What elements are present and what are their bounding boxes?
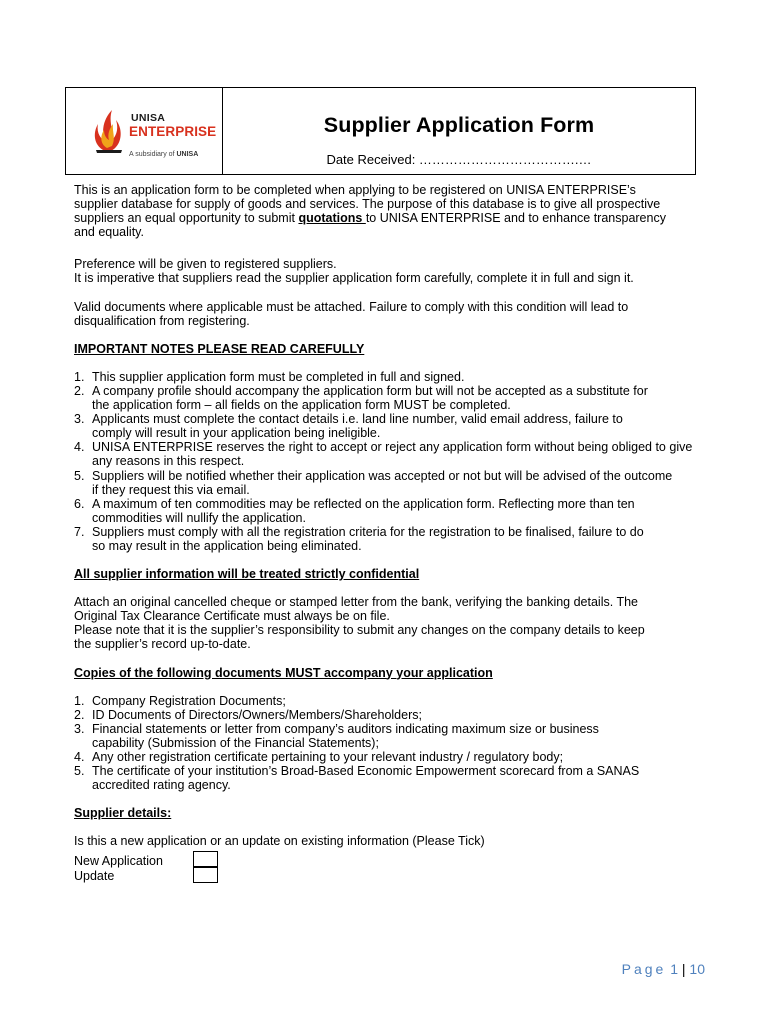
documents-list <box>74 694 719 793</box>
document-item <box>74 694 719 708</box>
form-title: Supplier Application Form <box>323 113 595 137</box>
list-item-number: 2. <box>74 707 85 722</box>
confidential-heading: All supplier information will be treated strictly confidential <box>74 567 420 582</box>
logo-subsidiary-brand: UNISA <box>176 151 199 158</box>
list-item-number: 1. <box>74 369 85 384</box>
page-label: Page <box>621 961 667 977</box>
list-item-number: 3. <box>74 412 85 427</box>
document-item <box>74 722 719 750</box>
list-item-text: ID Documents of Directors/Owners/Members/Shareholders; <box>92 707 422 722</box>
option-row-new <box>74 854 719 868</box>
list-item-text: Suppliers will be notified whether their application was accepted or not but will be advised of the outcome <box>92 468 673 483</box>
update-checkbox[interactable] <box>193 867 218 883</box>
intro-line <box>74 211 719 225</box>
option-row-update <box>74 869 719 883</box>
list-item-text: A company profile should accompany the application form but will not be accepted as a substitute for <box>92 383 648 398</box>
confidential-line: the supplier’s record up-to-date. <box>74 637 251 652</box>
logo-cell <box>66 88 223 174</box>
important-notes-heading: IMPORTANT NOTES PLEASE READ CAREFULLY <box>74 341 365 356</box>
list-item-text: Financial statements or letter from company’s auditors indicating maximum size or business <box>92 721 599 736</box>
preference-line: It is imperative that suppliers read the supplier application form carefully, complete it in full and sign it. <box>74 271 634 286</box>
document-item <box>74 750 719 764</box>
list-item-number: 6. <box>74 496 85 511</box>
note-item <box>74 370 719 384</box>
logo-text-unisa: UNISA <box>131 112 166 124</box>
list-item-continuation: comply will result in your application being ineligible. <box>92 426 381 441</box>
intro-text: to UNISA ENTERPRISE and to enhance transparency <box>365 211 666 226</box>
note-item <box>74 384 719 412</box>
list-item-text: Suppliers must comply with all the registration criteria for the registration to be finalised, failure to do <box>92 524 644 539</box>
confidential-line: Please note that it is the supplier’s responsibility to submit any changes on the company details to keep <box>74 623 645 638</box>
confidential-line: Original Tax Clearance Certificate must always be on file. <box>74 609 390 624</box>
documents-heading: Copies of the following documents MUST accompany your application <box>74 665 493 680</box>
valid-docs-line: disqualification from registering. <box>74 313 250 328</box>
page-number: 1 <box>670 961 678 977</box>
list-item-number: 5. <box>74 764 85 779</box>
page-total: 10 <box>689 961 705 977</box>
quotations-link: quotations <box>298 211 366 226</box>
note-item <box>74 497 719 525</box>
list-item-number: 4. <box>74 440 85 455</box>
form-header <box>65 87 696 175</box>
list-item-text: Applicants must complete the contact details i.e. land line number, valid email address, failure to <box>92 412 623 427</box>
list-item-continuation: accredited rating agency. <box>92 778 231 793</box>
note-item <box>74 525 719 553</box>
application-type-question: Is this a new application or an update on existing information (Please Tick) <box>74 834 485 849</box>
option-label-new: New Application <box>74 854 163 869</box>
document-item <box>74 764 719 792</box>
list-item-continuation: any reasons in this respect. <box>92 454 245 469</box>
logo-subsidiary-prefix: A subsidiary of <box>129 151 175 158</box>
logo-text-enterprise: ENTERPRISE <box>129 124 217 139</box>
list-item-text: A maximum of ten commodities may be reflected on the application form. Reflecting more than ten <box>92 496 635 511</box>
list-item-text: Company Registration Documents; <box>92 693 286 708</box>
flame-logo-icon <box>88 104 128 156</box>
list-item-number: 3. <box>74 721 85 736</box>
intro-line: This is an application form to be completed when applying to be registered on UNISA ENTERPRISE’s <box>74 183 636 197</box>
list-item-text: UNISA ENTERPRISE reserves the right to accept or reject any application form without being obliged to give <box>92 440 693 455</box>
title-cell <box>223 88 695 174</box>
date-received-field[interactable]: Date Received: ……………………………….… <box>326 152 592 167</box>
intro-line: supplier database for supply of goods and services. The purpose of this database is to give all prospective <box>74 197 661 212</box>
list-item-number: 2. <box>74 383 85 398</box>
logo-subsidiary-line <box>129 151 198 158</box>
note-item <box>74 469 719 497</box>
list-item-number: 4. <box>74 750 85 764</box>
note-item <box>74 412 719 440</box>
list-item-text: The certificate of your institution’s Broad-Based Economic Empowerment scorecard from a SANAS <box>92 764 640 779</box>
list-item-continuation: capability (Submission of the Financial Statements); <box>92 735 379 750</box>
list-item-text: This supplier application form must be completed in full and signed. <box>92 369 465 384</box>
list-item-continuation: commodities will nullify the application. <box>92 510 306 525</box>
list-item-continuation: so may result in the application being eliminated. <box>92 538 362 553</box>
intro-line: and equality. <box>74 225 144 240</box>
list-item-number: 5. <box>74 468 85 483</box>
important-notes-list <box>74 370 719 553</box>
new-application-checkbox[interactable] <box>193 851 218 867</box>
list-item-number: 1. <box>74 693 85 708</box>
list-item-continuation: if they request this via email. <box>92 482 250 497</box>
note-item <box>74 440 719 468</box>
confidential-line: Attach an original cancelled cheque or stamped letter from the bank, verifying the banking details. The <box>74 595 638 610</box>
page-separator: | <box>681 961 686 977</box>
supplier-details-heading: Supplier details: <box>74 806 172 821</box>
page-footer <box>622 961 705 977</box>
list-item-number: 7. <box>74 524 85 539</box>
form-body <box>74 183 719 883</box>
document-item <box>74 708 719 722</box>
list-item-text: Any other registration certificate pertaining to your relevant industry / regulatory body; <box>92 750 564 764</box>
valid-docs-line: Valid documents where applicable must be attached. Failure to comply with this condition will lead to <box>74 299 629 314</box>
intro-text: suppliers an equal opportunity to submit <box>74 211 299 226</box>
list-item-continuation: the application form – all fields on the application form MUST be completed. <box>92 398 511 413</box>
preference-line: Preference will be given to registered suppliers. <box>74 257 337 272</box>
option-label-update: Update <box>74 868 115 883</box>
